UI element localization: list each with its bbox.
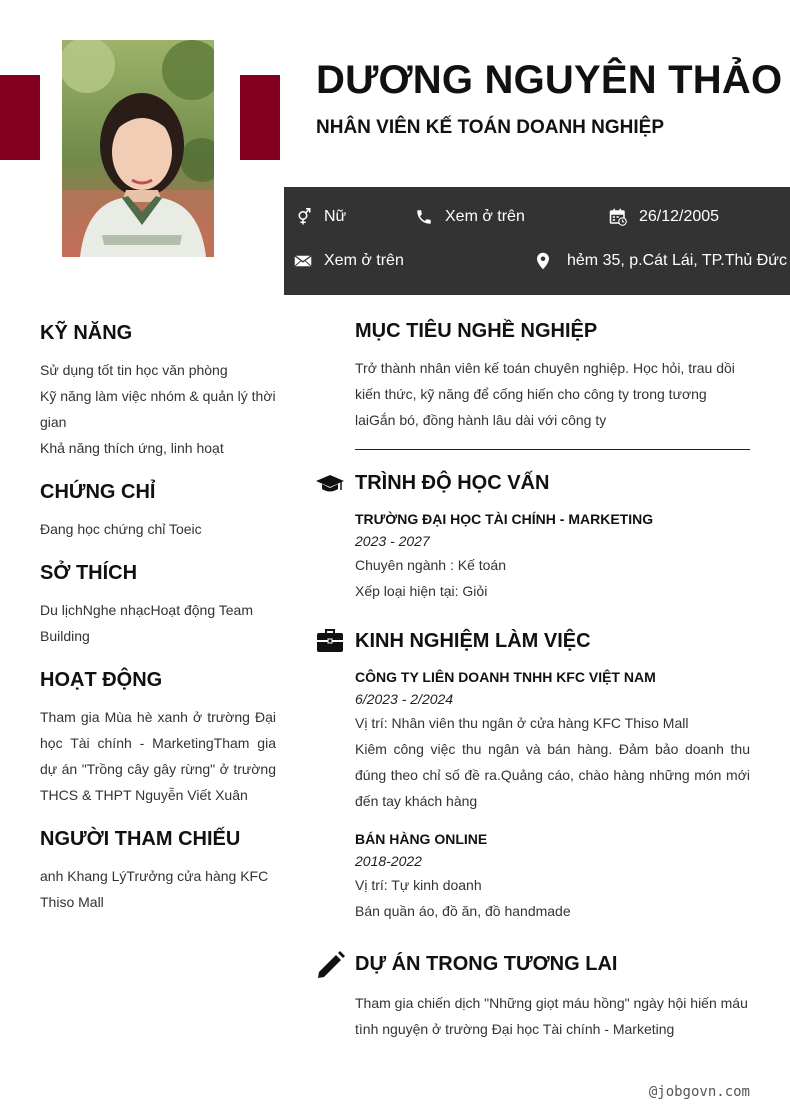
objective-text: Trở thành nhân viên kế toán chuyên nghiệp. Học hỏi, trau dồi kiến thức, kỹ năng để cống hiến cho công ty trong tương laiGắn bó, đồng hành lâu dài với công ty — [355, 360, 735, 428]
contact-phone — [415, 208, 525, 226]
certificates-section — [40, 481, 276, 542]
job-position: Vị trí: Tự kinh doanh — [355, 877, 482, 893]
hobbies-heading: SỞ THÍCH — [40, 562, 138, 584]
contact-dob — [609, 208, 719, 226]
graduation-cap-icon — [316, 470, 344, 498]
projects-text: Tham gia chiến dịch "Những giọt máu hồng" ngày hội hiến máu tình nguyện ở trường Đại học Tài chính - Marketing — [355, 995, 748, 1037]
phone-icon — [415, 208, 433, 226]
activities-section — [40, 669, 276, 808]
section-divider — [355, 449, 750, 450]
email-value: Xem ở trên — [324, 252, 404, 269]
job-company: CÔNG TY LIÊN DOANH TNHH KFC VIỆT NAM — [355, 669, 656, 685]
job-entry — [355, 669, 750, 814]
education-heading: TRÌNH ĐỘ HỌC VẤN — [355, 472, 550, 494]
accent-bar-right — [240, 75, 280, 160]
projects-heading: DỰ ÁN TRONG TƯƠNG LAI — [355, 953, 618, 975]
contact-bar — [284, 187, 790, 295]
objective-section — [355, 320, 750, 433]
skills-section — [40, 322, 276, 461]
objective-heading: MỤC TIÊU NGHỀ NGHIỆP — [355, 320, 598, 342]
skill-item: Khả năng thích ứng, linh hoạt — [40, 440, 224, 456]
address-value: hẻm 35, p.Cát Lái, TP.Thủ Đức — [567, 252, 788, 269]
experience-section — [355, 630, 750, 924]
map-pin-icon — [534, 252, 552, 270]
phone-value: Xem ở trên — [445, 208, 525, 225]
contact-email — [294, 252, 404, 270]
hobbies-text: Du lịchNghe nhạcHoạt động Team Building — [40, 602, 253, 644]
envelope-icon — [294, 252, 312, 270]
skill-item: Sử dụng tốt tin học văn phòng — [40, 362, 228, 378]
projects-section — [355, 953, 750, 1042]
job-company: BÁN HÀNG ONLINE — [355, 831, 488, 847]
job-position: Vị trí: Nhân viên thu ngân ở cửa hàng KFC Thiso Mall — [355, 715, 689, 731]
gender-value: Nữ — [324, 208, 347, 225]
job-description: Kiêm công việc thu ngân và bán hàng. Đảm bảo doanh thu đúng theo chỉ số đề ra.Quảng cáo, chào hàng những món mới đến tay khách hàng — [355, 741, 750, 809]
candidate-name: DƯƠNG NGUYÊN THẢO — [316, 58, 783, 102]
references-heading: NGƯỜI THAM CHIẾU — [40, 828, 241, 850]
job-title: NHÂN VIÊN KẾ TOÁN DOANH NGHIỆP — [316, 117, 665, 138]
references-text: anh Khang LýTrưởng cửa hàng KFC Thiso Mall — [40, 868, 269, 910]
education-rank: Xếp loại hiện tại: Giỏi — [355, 583, 488, 599]
education-period: 2023 - 2027 — [355, 533, 430, 549]
education-major: Chuyên ngành : Kế toán — [355, 557, 507, 573]
gender-icon — [294, 208, 312, 226]
footer-watermark: @jobgovn.com — [648, 1084, 750, 1100]
briefcase-icon — [316, 627, 344, 655]
job-description: Bán quần áo, đồ ăn, đồ handmade — [355, 903, 571, 919]
job-entry — [355, 831, 750, 924]
job-period: 2018-2022 — [355, 853, 422, 869]
contact-address — [534, 252, 787, 270]
calendar-icon — [609, 208, 627, 226]
skills-heading: KỸ NĂNG — [40, 322, 133, 344]
certificates-heading: CHỨNG CHỈ — [40, 481, 156, 503]
pencil-icon — [316, 950, 346, 980]
activities-text: Tham gia Mùa hè xanh ở trường Đại học Tài chính - MarketingTham gia dự án "Trồng cây gây rừng" ở trường THCS & THPT Nguyễn Viết Xuân — [40, 709, 276, 803]
skill-item: Kỹ năng làm việc nhóm & quản lý thời gian — [40, 388, 276, 430]
accent-bar-left — [0, 75, 40, 160]
experience-heading: KINH NGHIỆM LÀM VIỆC — [355, 630, 591, 652]
dob-value: 26/12/2005 — [639, 208, 720, 225]
job-period: 6/2023 - 2/2024 — [355, 691, 454, 707]
activities-heading: HOẠT ĐỘNG — [40, 669, 163, 691]
hobbies-section — [40, 562, 276, 649]
certificate-item: Đang học chứng chỉ Toeic — [40, 521, 202, 537]
education-section — [355, 472, 750, 604]
contact-gender — [294, 208, 346, 226]
profile-photo — [62, 40, 214, 257]
left-column — [40, 322, 276, 935]
school-name: TRƯỜNG ĐẠI HỌC TÀI CHÍNH - MARKETING — [355, 511, 654, 527]
references-section — [40, 828, 276, 915]
